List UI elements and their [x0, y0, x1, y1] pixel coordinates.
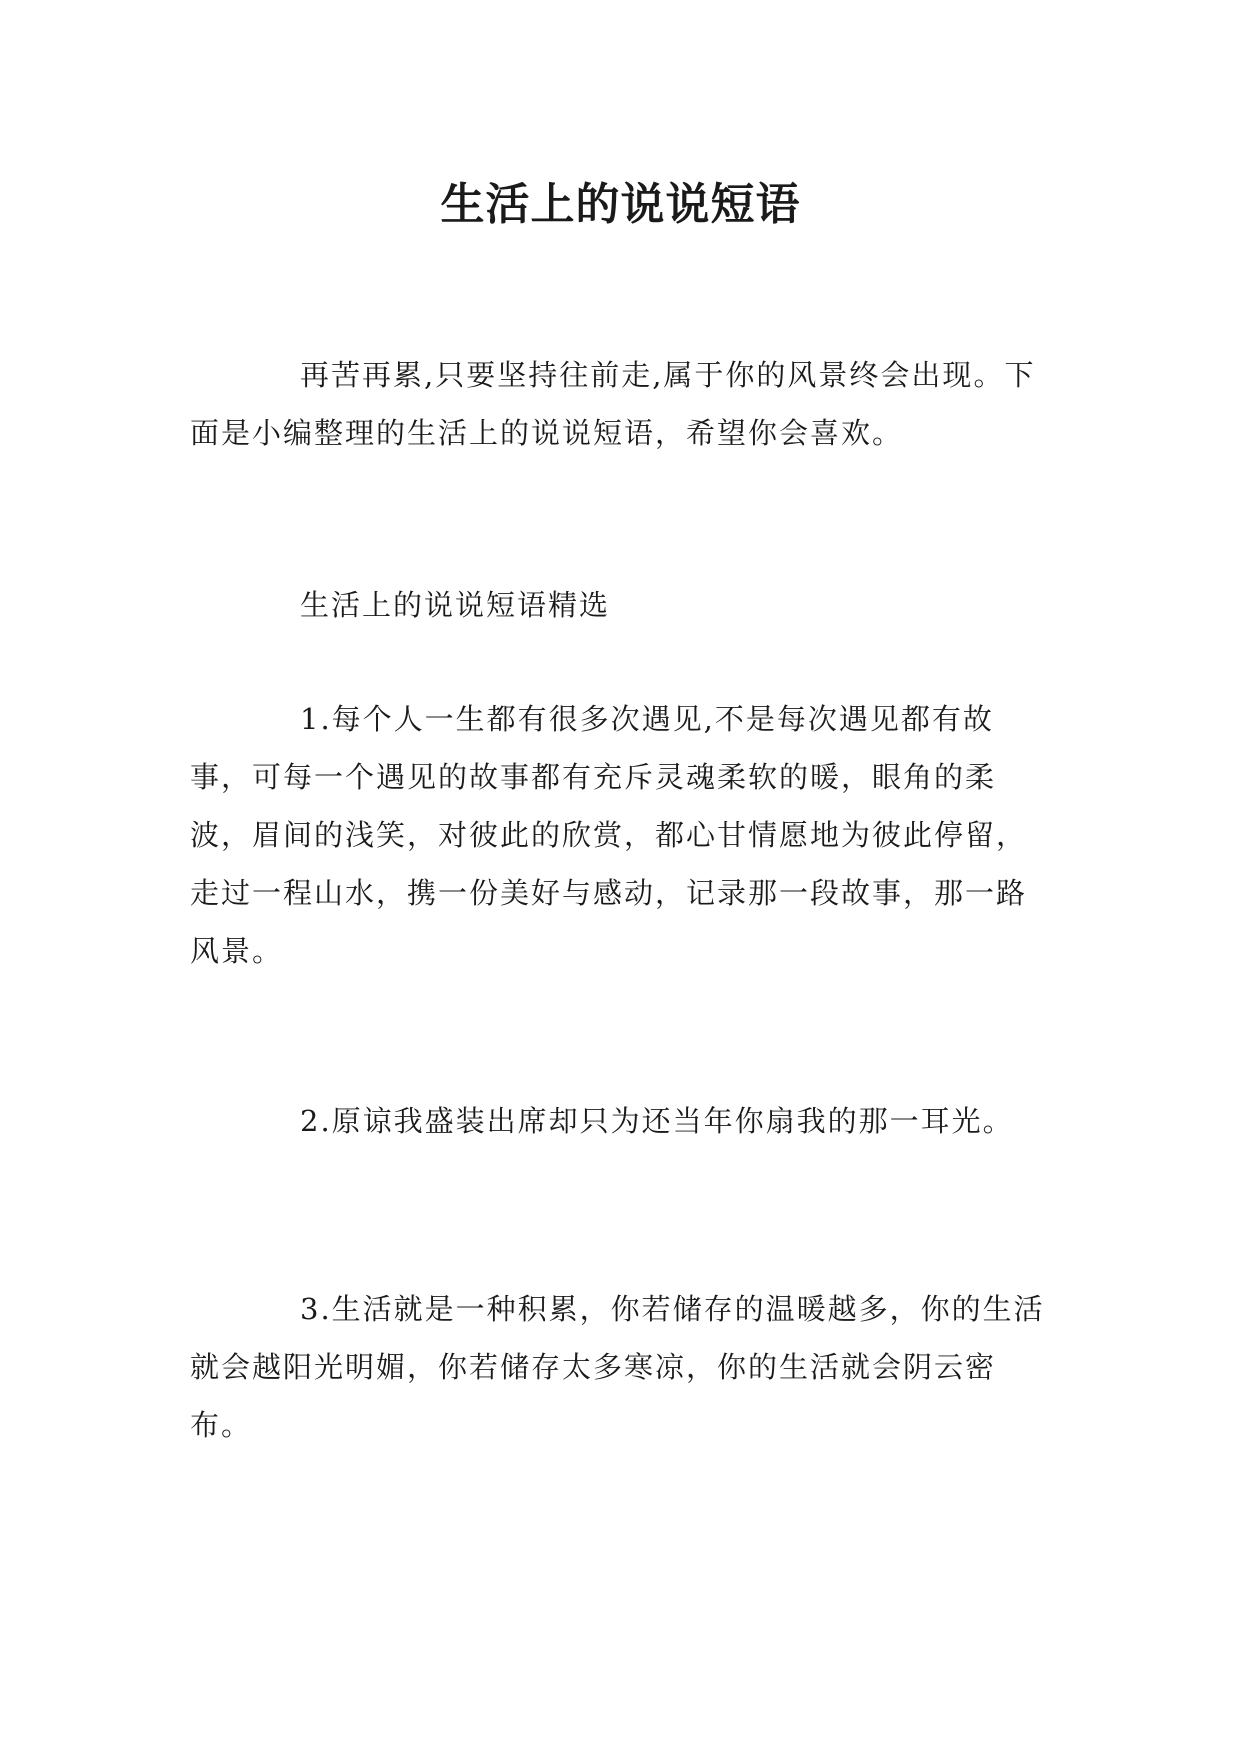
section-heading: 生活上的说说短语精选: [300, 588, 611, 622]
quote-paragraph-3: 3.生活就是一种积累，你若储存的温暖越多，你的生活就会越阳光明媚，你若储存太多寒凉，你的生活就会阴云密布。: [190, 1292, 1045, 1442]
page-title: 生活上的说说短语: [440, 179, 801, 231]
intro-paragraph: 再苦再累,只要坚持往前走,属于你的风景终会出现。下面是小编整理的生活上的说说短语，希望你会喜欢。: [190, 358, 1036, 450]
quote-paragraph-1: 1.每个人一生都有很多次遇见,不是每次遇见都有故事，可每一个遇见的故事都有充斥灵魂柔软的暖，眼角的柔波，眉间的浅笑，对彼此的欣赏，都心甘情愿地为彼此停留，走过一程山水，携一份美好与感动，记录那一段故事，那一路风景。: [190, 702, 1028, 968]
quote-paragraph-2: 2.原谅我盛装出席却只为还当年你扇我的那一耳光。: [300, 1104, 1014, 1138]
